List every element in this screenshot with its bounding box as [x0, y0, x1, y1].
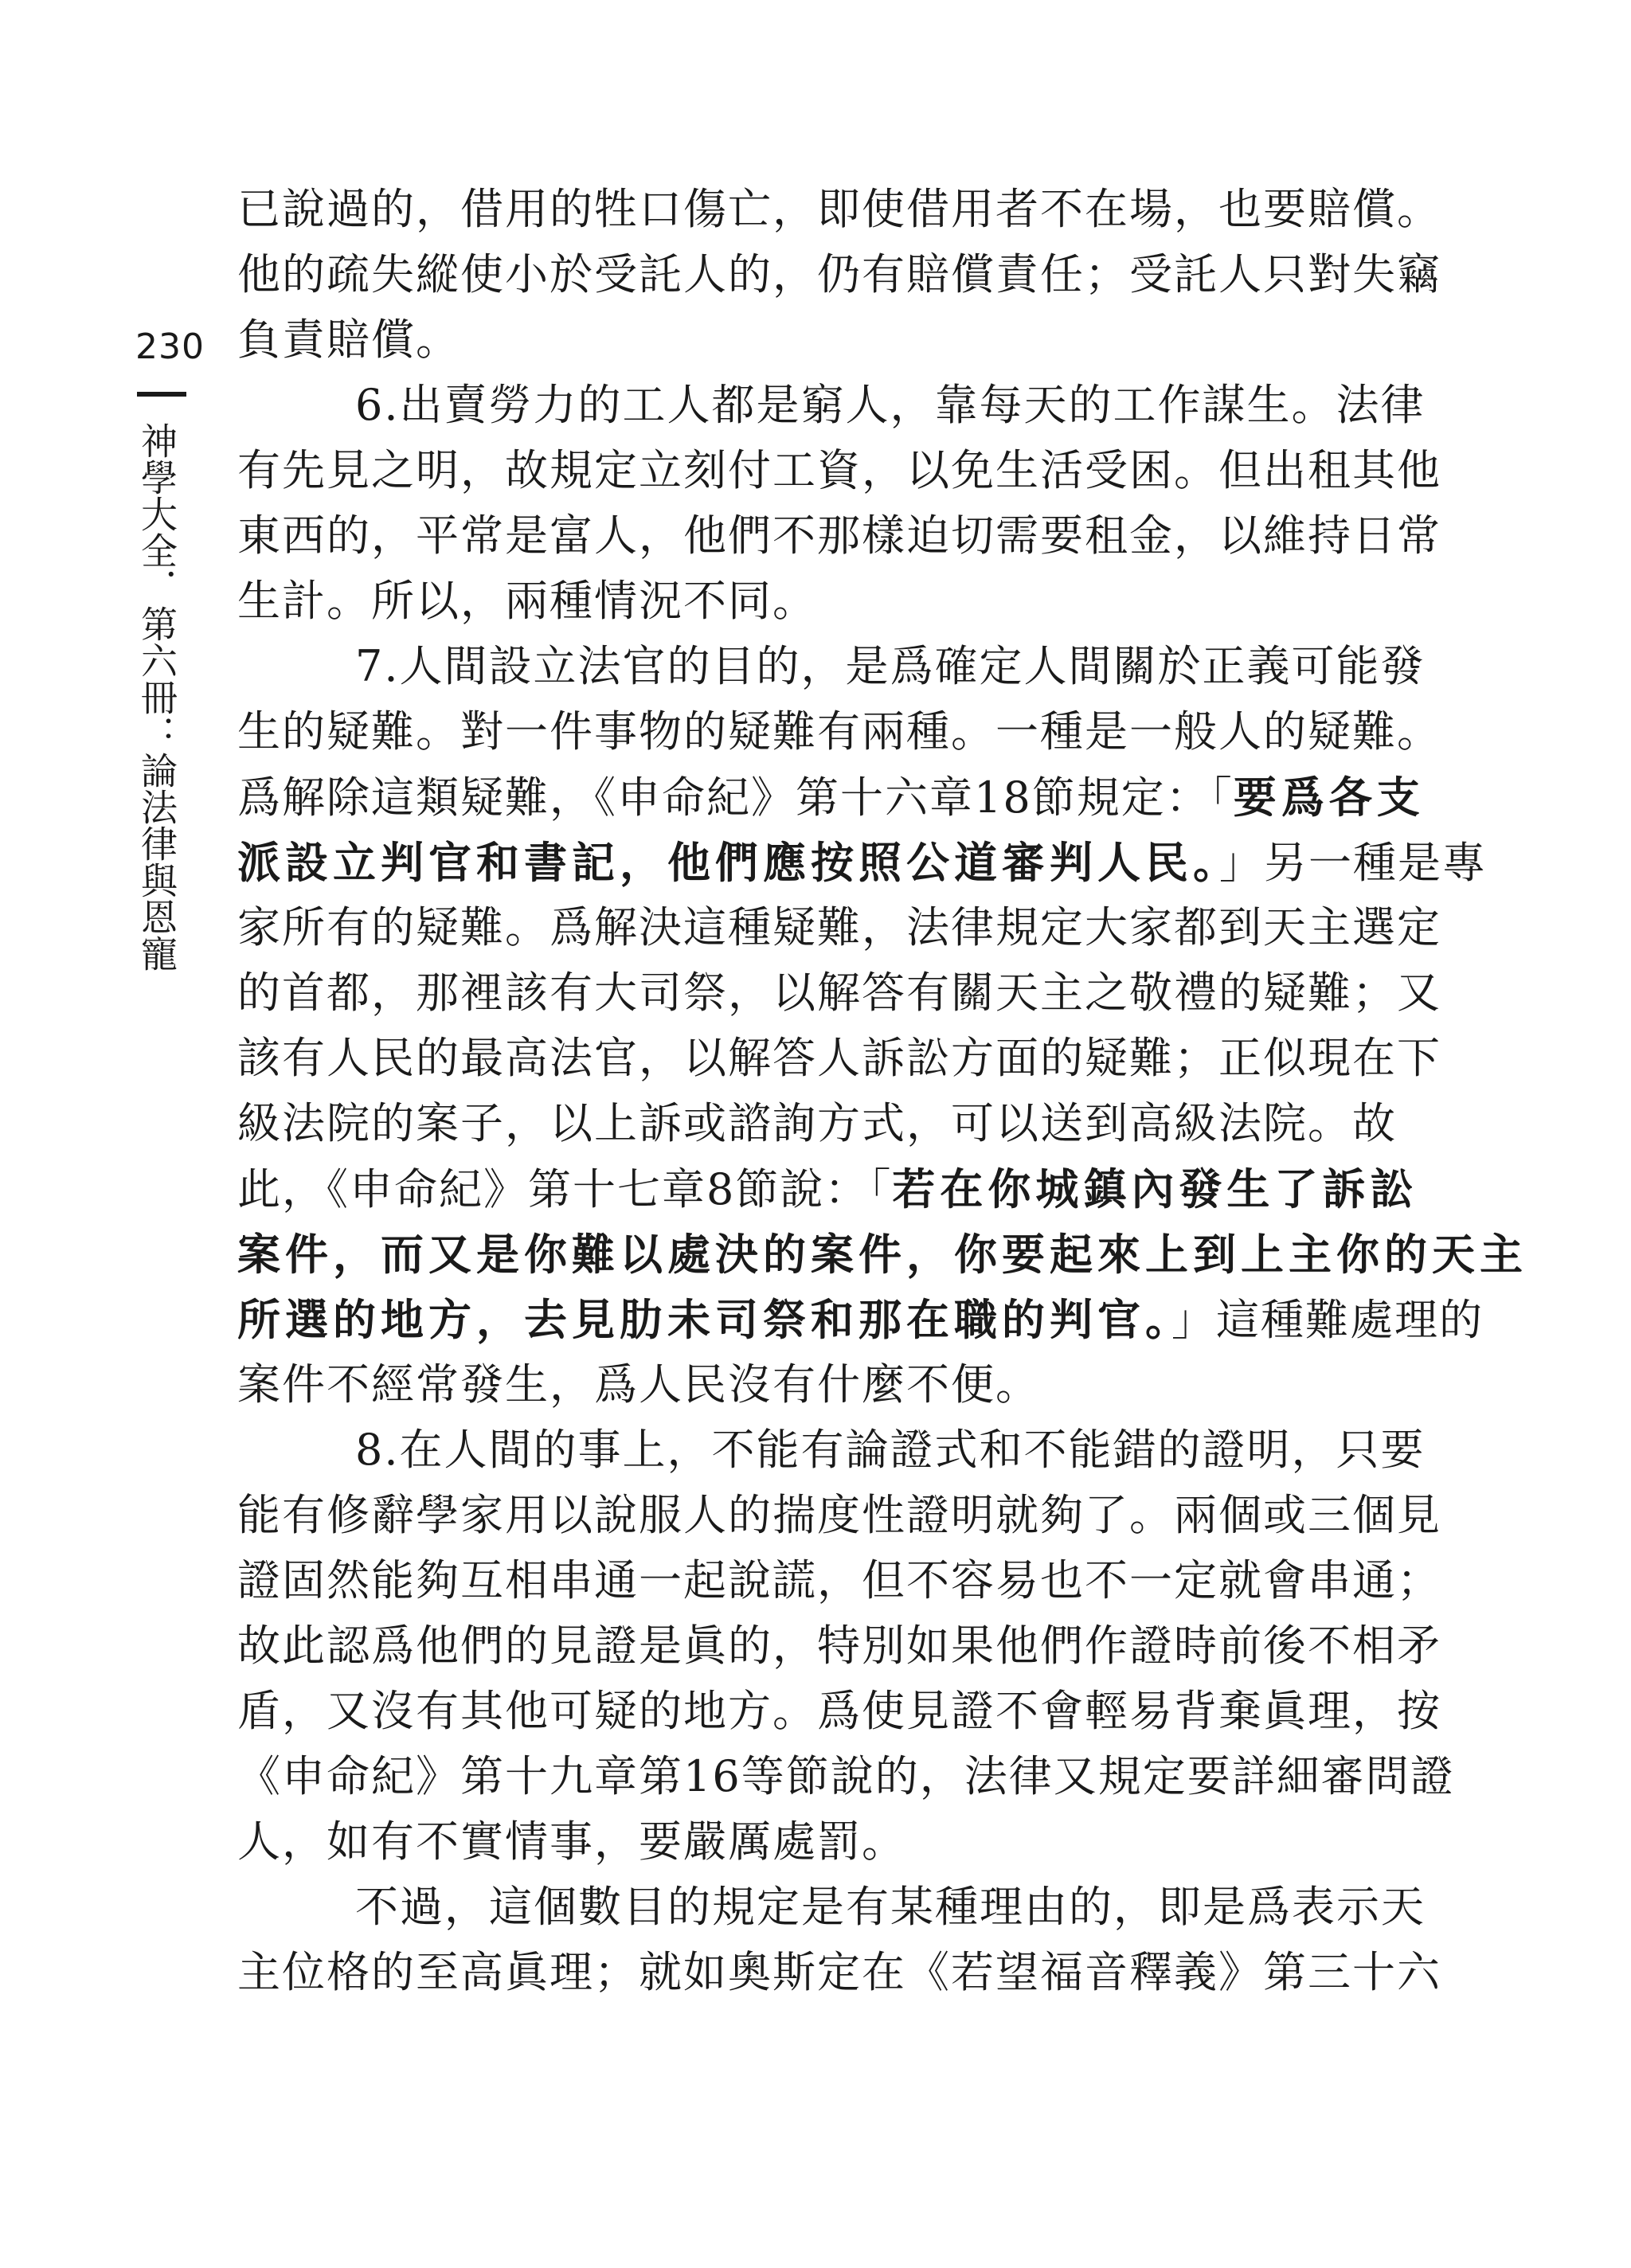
line-text: 家所有的疑難。爲解決這種疑難，法律規定大家都到天主選定 [237, 902, 1441, 952]
text-line [237, 1679, 1441, 1744]
line-text: 盾，又沒有其他可疑的地方。爲使見證不會輕易背棄眞理，按 [237, 1686, 1441, 1736]
body-text [237, 177, 1527, 2005]
text-line [237, 503, 1441, 569]
line-text: 東西的，平常是富人，他們不那樣迫切需要租金，以維持日常 [237, 510, 1441, 561]
text-line [237, 1091, 1408, 1156]
page-number: 230 [135, 327, 205, 367]
line-text: 級法院的案子，以上訴或諮詢方式，可以送到高級法院。故 [237, 1098, 1397, 1148]
text-line [237, 1352, 1408, 1418]
line-text: 生計。所以，兩種情況不同。 [237, 576, 817, 626]
text-line [237, 960, 1441, 1026]
line-text: 生的疑難。對一件事物的疑難有兩種。一種是一般人的疑難。 [237, 706, 1441, 757]
header-rule [137, 392, 186, 397]
line-text: 他的疏失縱使小於受託人的，仍有賠償責任；受託人只對失竊 [237, 249, 1441, 299]
text-line [237, 242, 1441, 307]
line-text-after-quote: 」這種難處理的 [1171, 1295, 1484, 1345]
text-line [237, 895, 1441, 960]
line-text: 7.人間設立法官的目的，是爲確定人間關於正義可能發 [355, 641, 1426, 691]
line-text: 已說過的，借用的牲口傷亡，即使借用者不在場，也要賠償。 [237, 184, 1441, 234]
line-text-after-quote: 」另一種是專 [1219, 838, 1487, 888]
text-line [237, 830, 1487, 895]
text-line [237, 634, 1426, 699]
line-text: 該有人民的最高法官，以解答人訴訟方面的疑難；正似現在下 [237, 1033, 1441, 1083]
text-line [237, 373, 1426, 438]
scripture-quote: 要爲各支 [1233, 772, 1425, 823]
text-line [237, 1222, 1527, 1287]
text-line [237, 438, 1441, 503]
line-text: 的首都，那裡該有大司祭，以解答有關天主之敬禮的疑難；又 [237, 968, 1441, 1018]
scripture-quote: 若在你城鎮內發生了訴訟 [892, 1163, 1418, 1214]
text-line [237, 569, 1408, 634]
text-line [237, 1613, 1441, 1679]
text-line [237, 1809, 1408, 1875]
text-line [237, 1156, 1418, 1222]
text-line [237, 1026, 1441, 1091]
running-header: 神學大全．第六冊：論法律與恩寵 [135, 422, 178, 972]
text-line [237, 307, 1408, 373]
text-line [237, 1418, 1426, 1483]
line-text: 證固然能夠互相串通一起說謊，但不容易也不一定就會串通； [237, 1555, 1441, 1605]
line-text: 6.出賣勞力的工人都是窮人，靠每天的工作謀生。法律 [355, 380, 1426, 430]
text-line [237, 764, 1425, 830]
text-line [237, 1548, 1441, 1613]
text-line [237, 1483, 1441, 1548]
line-text: 負責賠償。 [237, 315, 460, 365]
line-text: 爲解除這類疑難，《申命紀》第十六章18節規定：「 [237, 772, 1234, 823]
line-text: 能有修辭學家用以說服人的揣度性證明就夠了。兩個或三個見 [237, 1490, 1441, 1540]
line-text: 不過，這個數目的規定是有某種理由的，即是爲表示天 [355, 1882, 1426, 1932]
line-text: 《申命紀》第十九章第16等節說的，法律又規定要詳細審問證 [237, 1751, 1455, 1801]
line-text: 有先見之明，故規定立刻付工資，以免生活受困。但出租其他 [237, 445, 1441, 495]
text-line [237, 1875, 1426, 1940]
line-text: 主位格的至高眞理；就如奧斯定在《若望福音釋義》第三十六 [237, 1947, 1441, 1997]
line-text: 案件不經常發生，爲人民沒有什麼不便。 [237, 1359, 1040, 1410]
text-line [237, 1940, 1441, 2005]
text-line [237, 1287, 1484, 1352]
line-text: 此，《申命紀》第十七章8節說：「 [237, 1164, 893, 1214]
text-line [237, 1744, 1455, 1809]
line-text: 8.在人間的事上，不能有論證式和不能錯的證明，只要 [355, 1425, 1426, 1475]
line-text: 人，如有不實情事，要嚴厲處罰。 [237, 1816, 906, 1867]
scripture-quote: 派設立判官和書記，他們應按照公道審判人民。 [237, 837, 1219, 888]
scripture-quote: 案件，而又是你難以處決的案件，你要起來上到上主你的天主 [237, 1229, 1527, 1280]
scripture-quote: 所選的地方，去見肋未司祭和那在職的判官。 [237, 1294, 1171, 1345]
line-text: 故此認爲他們的見證是眞的，特別如果他們作證時前後不相矛 [237, 1621, 1441, 1671]
text-line [237, 699, 1441, 764]
text-line [237, 177, 1441, 242]
